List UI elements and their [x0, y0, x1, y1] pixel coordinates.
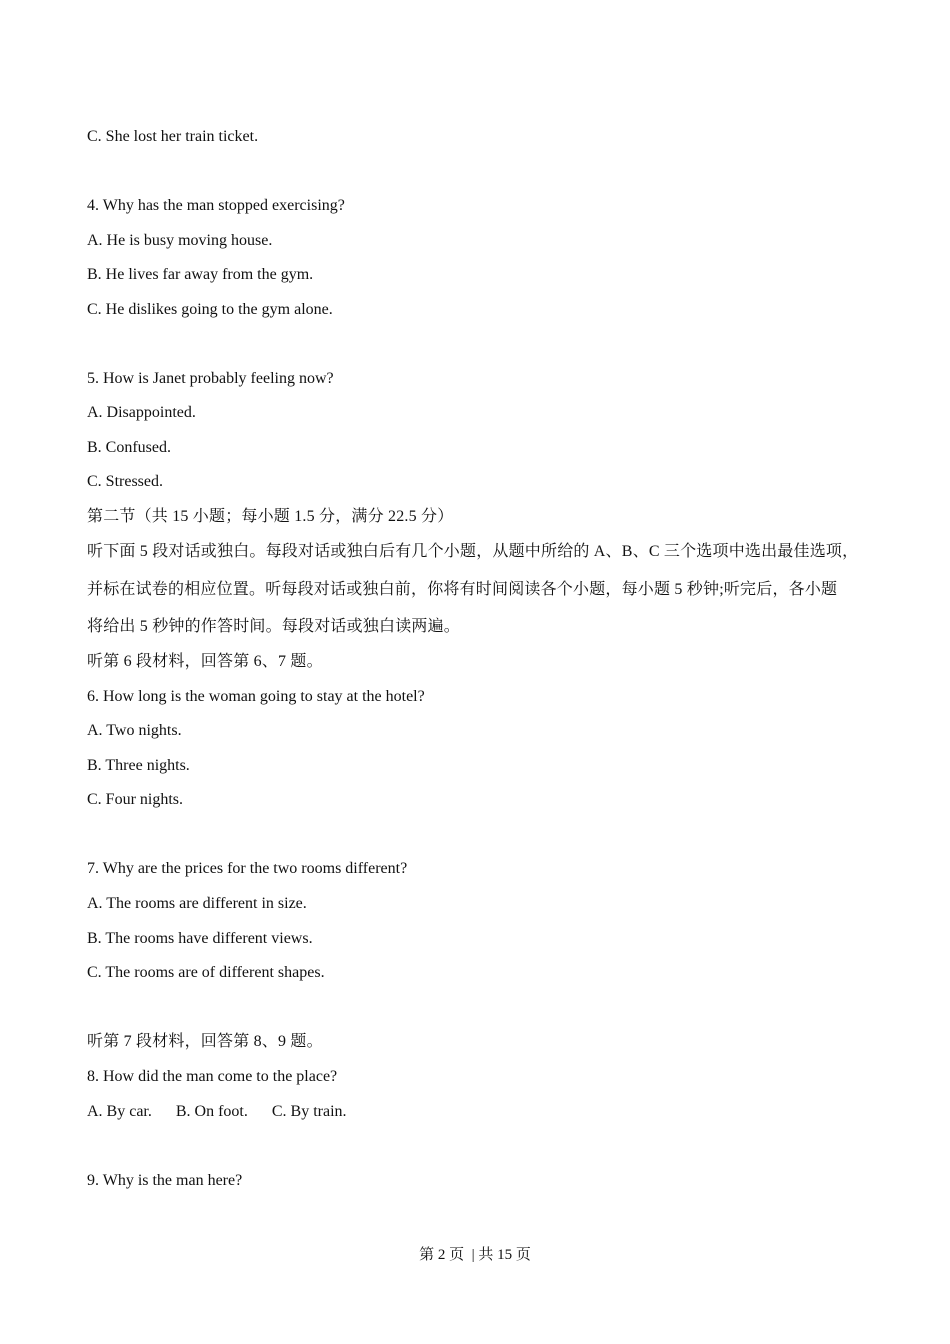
q8-question: 8. How did the man come to the place?: [87, 1068, 338, 1085]
q9-question: 9. Why is the man here?: [87, 1172, 243, 1189]
q6-option-b: B. Three nights.: [87, 757, 190, 774]
q4-question: 4. Why has the man stopped exercising?: [87, 197, 345, 214]
q5-question: 5. How is Janet probably feeling now?: [87, 370, 334, 387]
q5-option-b: B. Confused.: [87, 439, 171, 456]
q7-question: 7. Why are the prices for the two rooms different?: [87, 860, 408, 877]
q4-option-b: B. He lives far away from the gym.: [87, 266, 314, 283]
q7-option-a: A. The rooms are different in size.: [87, 895, 307, 912]
q8-options: [87, 1102, 371, 1122]
q8-option-b: B. On foot.: [175, 1103, 248, 1120]
section2-instructions-line2: 并标在试卷的相应位置。听每段对话或独白前，你将有时间阅读各个小题，每小题 5 秒钟;听完后，各小题: [87, 581, 838, 598]
q8-option-c: C. By train.: [271, 1103, 347, 1120]
q5-option-c: C. Stressed.: [87, 473, 163, 490]
q6-option-c: C. Four nights.: [87, 791, 184, 808]
q4-option-a: A. He is busy moving house.: [87, 232, 273, 249]
q7-option-c: C. The rooms are of different shapes.: [87, 964, 325, 981]
page-footer: [0, 1245, 950, 1265]
section2-instructions-line3: 将给出 5 秒钟的作答时间。每段对话或独白读两遍。: [87, 618, 461, 635]
q7-option-b: B. The rooms have different views.: [87, 930, 313, 947]
q8-option-a: A. By car.: [87, 1103, 152, 1120]
q6-option-a: A. Two nights.: [87, 722, 182, 739]
q4-option-c: C. He dislikes going to the gym alone.: [87, 301, 333, 318]
passage6-intro: 听第 6 段材料，回答第 6、7 题。: [87, 653, 323, 670]
q6-question: 6. How long is the woman going to stay at the hotel?: [87, 688, 425, 705]
q5-option-a: A. Disappointed.: [87, 404, 196, 421]
passage7-intro: 听第 7 段材料，回答第 8、9 题。: [87, 1033, 323, 1050]
q3-option-c: C. She lost her train ticket.: [87, 128, 259, 145]
section2-heading: 第二节（共 15 小题；每小题 1.5 分，满分 22.5 分）: [87, 508, 454, 525]
section2-instructions-line1: 听下面 5 段对话或独白。每段对话或独白后有几个小题，从题中所给的 A、B、C 三个选项中选出最佳选项，: [87, 543, 859, 560]
page-number-label: 第 2 页 | 共 15 页: [419, 1247, 531, 1263]
